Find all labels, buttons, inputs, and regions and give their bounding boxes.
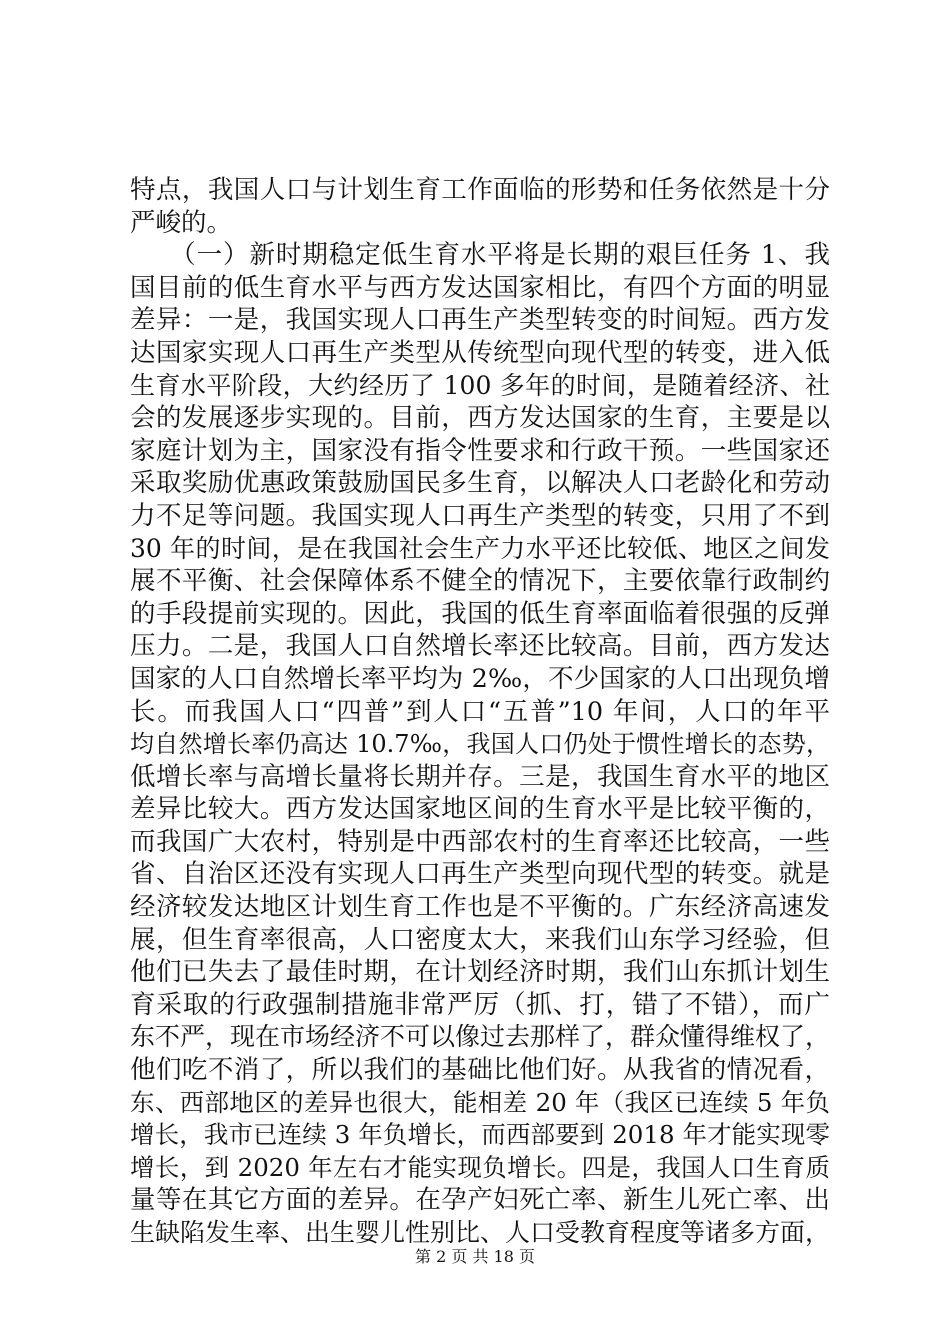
text-line: 东不严，现在市场经济不可以像过去那样了，群众懂得维权了， [130,1022,831,1052]
text-line: 压力。二是，我国人口自然增长率还比较高。目前，西方发达 [130,631,830,662]
text-line: 力不足等问题。我国实现人口再生产类型的转变，只用了不到 [130,500,830,531]
text-line: 的手段提前实现的。因此，我国的低生育率面临着很强的反弹 [130,598,830,629]
text-line: 特点，我国人口与计划生育工作面临的形势和任务依然是十分 [130,175,830,205]
text-line: 均自然增长率仍高达 10.7‰，我国人口仍处于惯性增长的态势， [130,730,830,759]
text-line: （一）新时期稳定低生育水平将是长期的艰巨任务 1、我 [130,240,830,271]
text-line: 他们已失去了最佳时期，在计划经济时期，我们山东抓计划生 [130,957,830,988]
text-line: 省、自治区还没有实现人口再生产类型向现代型的转变。就是 [130,859,830,890]
text-line: 家庭计划为主，国家没有指令性要求和行政干预。一些国家还 [130,435,830,466]
text-line: 增长，到 2020 年左右才能实现负增长。四是，我国人口生育质 [130,1152,830,1182]
text-line: 展不平衡、社会保障体系不健全的情况下，主要依靠行政制约 [130,566,830,597]
text-line: 30 年的时间，是在我国社会生产力水平还比较低、地区之间发 [130,533,830,563]
text-line: 严峻的。 [130,207,233,238]
text-line: 东、西部地区的差异也很大，能相差 20 年（我区已连续 5 年负 [130,1087,830,1117]
text-line: 长。而我国人口“四普”到人口“五普”10 年间，人口的年平 [130,696,830,727]
text-line: 展，但生育率很高，人口密度太大，来我们山东学习经验，但 [130,924,830,955]
text-line: 采取奖励优惠政策鼓励国民多生育，以解决人口老龄化和劳动 [130,468,830,499]
page-number: 第 2 页 共 18 页 [415,1247,535,1266]
text-line: 国目前的低生育水平与西方发达国家相比，有四个方面的明显 [130,272,830,303]
text-line: 低增长率与高增长量将长期并存。三是，我国生育水平的地区 [130,761,830,792]
text-line: 生缺陷发生率、出生婴儿性别比、人口受教育程度等诸多方面， [130,1218,831,1247]
text-line: 国家的人口自然增长率平均为 2‰，不少国家的人口出现负增 [130,663,830,694]
text-line: 达国家实现人口再生产类型从传统型向现代型的转变，进入低 [130,337,830,368]
text-line: 而我国广大农村，特别是中西部农村的生育率还比较高，一些 [130,826,830,857]
text-line: 会的发展逐步实现的。目前，西方发达国家的生育，主要是以 [130,403,830,434]
text-line: 量等在其它方面的差异。在孕产妇死亡率、新生儿死亡率、出 [130,1185,830,1216]
text-line: 生育水平阶段，大约经历了 100 多年的时间，是随着经济、社 [130,370,830,400]
text-line: 差异：一是，我国实现人口再生产类型转变的时间短。西方发 [130,305,830,336]
text-line: 差异比较大。西方发达国家地区间的生育水平是比较平衡的， [130,794,830,825]
text-line: 增长，我市已连续 3 年负增长，而西部要到 2018 年才能实现零 [130,1120,830,1150]
text-line: 他们吃不消了，所以我们的基础比他们好。从我省的情况看， [130,1055,830,1086]
text-line: 经济较发达地区计划生育工作也是不平衡的。广东经济高速发 [130,892,830,923]
body-text [130,174,830,1250]
text-line: 育采取的行政强制措施非常严厉（抓、打，错了不错），而广 [130,989,830,1020]
